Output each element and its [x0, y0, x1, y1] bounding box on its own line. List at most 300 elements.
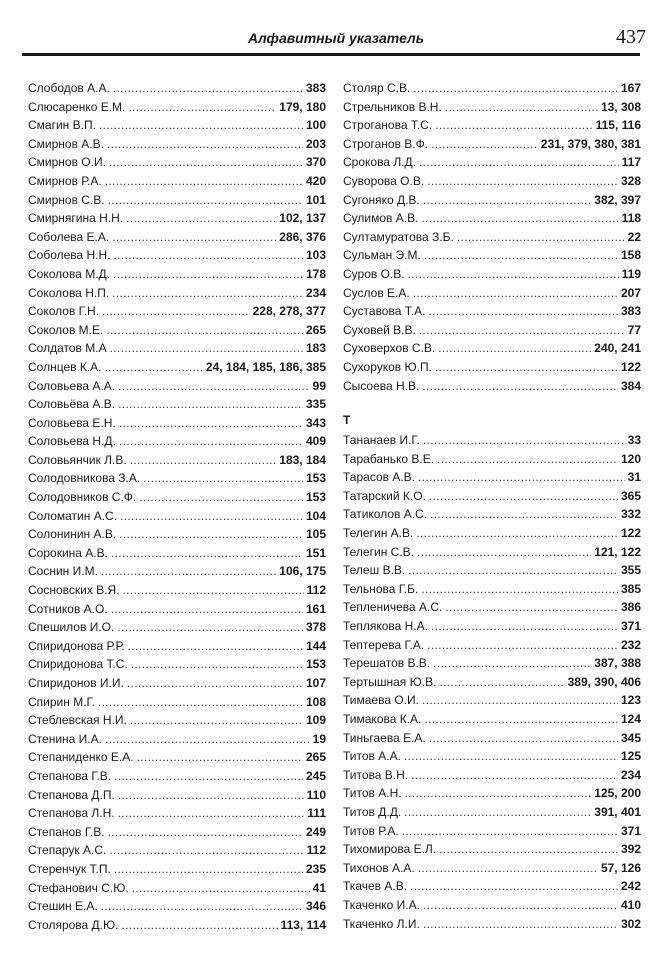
index-entry: [343, 636, 641, 655]
dot-leader: [427, 172, 618, 191]
index-entry: [28, 711, 326, 730]
entry-pages: 33: [627, 433, 641, 448]
index-entry: [343, 450, 641, 469]
index-entry: [343, 877, 641, 896]
entry-name: Соловьева Е.Н.: [28, 415, 116, 430]
entry-name: Стенина И.А.: [28, 731, 102, 746]
index-entry: [343, 265, 641, 284]
entry-name: Тарабанько В.Е.: [343, 451, 435, 466]
index-entry: [343, 729, 641, 748]
dot-leader: [101, 562, 276, 581]
entry-pages: 122: [620, 359, 641, 374]
entry-name: Титова В.Н.: [343, 767, 409, 782]
entry-pages: 144: [305, 638, 326, 653]
entry-name: Спешилов И.О.: [28, 620, 115, 635]
entry-pages: 103: [305, 248, 326, 263]
entry-name: Титов А.А.: [343, 749, 401, 764]
entry-name: Спирин М.Г.: [28, 694, 95, 709]
entry-pages: 158: [620, 248, 641, 263]
dot-leader: [105, 358, 203, 377]
dot-leader: [131, 655, 303, 674]
dot-leader: [430, 505, 618, 524]
entry-pages: 112: [306, 583, 326, 598]
entry-name: Стефанович С.Ю.: [28, 880, 129, 895]
index-entry: [28, 172, 326, 191]
index-column-right: [343, 79, 641, 933]
dot-leader: [130, 451, 277, 470]
entry-name: Стрельников В.Н.: [343, 99, 442, 114]
entry-name: Соколова Н.П.: [28, 285, 110, 300]
entry-name: Спиридонова Т.С.: [28, 657, 128, 672]
entry-pages: 99: [312, 378, 326, 393]
dot-leader: [118, 395, 303, 414]
entry-name: Татарский К.О.: [343, 488, 426, 503]
entry-pages: 391, 401: [594, 804, 641, 819]
index-entry: [343, 377, 641, 396]
entry-pages: 235: [305, 861, 326, 876]
dot-leader: [99, 116, 303, 135]
dot-leader: [109, 153, 303, 172]
entry-pages: 385: [620, 581, 641, 596]
entry-name: Соловьёва А.В.: [28, 397, 116, 412]
index-entry: [343, 228, 641, 247]
index-entry: [28, 395, 326, 414]
entry-name: Соболева Н.Н.: [28, 248, 111, 263]
dot-leader: [404, 747, 618, 766]
index-entry: [28, 786, 326, 805]
entry-name: Сугоняко Д.В.: [343, 192, 420, 207]
index-entry: [28, 265, 326, 284]
index-entry: [343, 524, 641, 543]
dot-leader: [410, 877, 618, 896]
entry-pages: 389, 390, 406: [567, 674, 641, 689]
entry-pages: 234: [620, 767, 641, 782]
index-entry: [343, 654, 641, 673]
index-entry: [28, 209, 326, 228]
dot-leader: [119, 525, 303, 544]
entry-pages: 112: [306, 843, 326, 858]
index-group-t: [343, 431, 641, 933]
entry-name: Сорокина А.В.: [28, 545, 108, 560]
index-entry: [28, 358, 326, 377]
entry-name: Суслов Е.А.: [343, 285, 410, 300]
dot-leader: [417, 543, 591, 562]
index-entry: [28, 153, 326, 172]
entry-pages: 371: [620, 823, 641, 838]
index-entry: [343, 673, 641, 692]
entry-name: Ткаченко Л.И.: [343, 916, 420, 931]
entry-name: Соловьянчик Л.В.: [28, 452, 127, 467]
entry-name: Сульман Э.М.: [343, 248, 421, 263]
dot-leader: [439, 673, 564, 692]
header-rule: [22, 53, 640, 56]
entry-pages: 203: [305, 136, 326, 151]
index-entry: [28, 339, 326, 358]
dot-leader: [411, 766, 618, 785]
index-entry: [343, 915, 641, 934]
entry-name: Солодовников С.Ф.: [28, 490, 137, 505]
entry-name: Степарук А.С.: [28, 843, 107, 858]
entry-pages: 101: [305, 192, 326, 207]
dot-leader: [143, 469, 303, 488]
entry-name: Солдатов М.А: [28, 341, 107, 356]
dot-leader: [445, 98, 598, 117]
dot-leader: [121, 916, 277, 935]
dot-leader: [128, 637, 303, 656]
entry-pages: 409: [305, 434, 326, 449]
entry-name: Суховей В.В.: [343, 322, 416, 337]
dot-leader: [105, 172, 303, 191]
index-entry: [28, 302, 326, 321]
index-entry: [343, 766, 641, 785]
entry-name: Тертышная Ю.В.: [343, 674, 437, 689]
entry-pages: 117: [621, 155, 641, 170]
dot-leader: [108, 191, 303, 210]
index-entry: [28, 414, 326, 433]
entry-name: Татиколов А.С.: [343, 507, 428, 522]
entry-name: Суставова Т.А.: [343, 304, 426, 319]
entry-pages: 125, 200: [594, 786, 641, 801]
entry-name: Смирнов Р.А.: [28, 173, 102, 188]
entry-name: Соколов Г.Н.: [28, 304, 100, 319]
dot-leader: [126, 209, 276, 228]
entry-name: Солодовникова З.А.: [28, 471, 141, 486]
entry-name: Телегин С.В.: [343, 544, 414, 559]
entry-name: Соломатин А.С.: [28, 508, 118, 523]
entry-pages: 240, 241: [594, 341, 641, 356]
dot-leader: [112, 284, 303, 303]
dot-leader: [437, 450, 618, 469]
index-entry: [28, 916, 326, 935]
entry-pages: 151: [305, 545, 326, 560]
index-entry: [343, 172, 641, 191]
index-entry: [28, 98, 326, 117]
entry-name: Ткачев А.В.: [343, 879, 408, 894]
entry-pages: 387, 388: [594, 656, 641, 671]
dot-leader: [457, 228, 625, 247]
entry-name: Степанов Г.В.: [28, 824, 105, 839]
entry-name: Смирнягина Н.Н.: [28, 211, 124, 226]
index-entry: [343, 505, 641, 524]
dot-leader: [114, 860, 303, 879]
entry-pages: 207: [620, 285, 641, 300]
index-entry: [343, 209, 641, 228]
entry-pages: 232: [620, 637, 641, 652]
entry-pages: 383: [620, 304, 641, 319]
entry-name: Слюсаренко Е.М.: [28, 99, 126, 114]
entry-name: Степаниденко Е.А.: [28, 750, 134, 765]
entry-pages: 231, 379, 380, 381: [540, 136, 641, 151]
entry-pages: 355: [620, 563, 641, 578]
entry-name: Сысоева Н.В.: [343, 378, 420, 393]
dot-leader: [423, 191, 592, 210]
entry-pages: 125: [620, 749, 641, 764]
entry-name: Султамуратова З.Б.: [343, 229, 454, 244]
index-entry: [28, 693, 326, 712]
index-entry: [28, 377, 326, 396]
entry-name: Стешин Е.А.: [28, 899, 98, 914]
dot-leader: [118, 377, 310, 396]
index-entry: [28, 432, 326, 451]
index-entry: [28, 618, 326, 637]
dot-leader: [423, 896, 618, 915]
entry-pages: 167: [620, 81, 641, 95]
entry-pages: 370: [305, 155, 326, 170]
dot-leader: [101, 897, 303, 916]
dot-leader: [132, 879, 310, 898]
dot-leader: [110, 339, 303, 358]
dot-leader: [418, 468, 625, 487]
entry-pages: 100: [305, 118, 326, 133]
entry-pages: 378: [305, 620, 326, 635]
index-entry: [28, 600, 326, 619]
entry-pages: 111: [307, 806, 326, 821]
entry-pages: 57, 126: [600, 860, 641, 875]
entry-name: Столярова Д.Ю.: [28, 917, 119, 932]
index-entry: [28, 79, 326, 98]
dot-leader: [431, 617, 618, 636]
page-number: 437: [616, 26, 646, 48]
entry-pages: 22: [627, 229, 641, 244]
index-entry: [28, 879, 326, 898]
entry-name: Столяр С.В.: [343, 81, 411, 95]
index-entry: [343, 580, 641, 599]
entry-pages: 249: [305, 824, 326, 839]
dot-leader: [105, 730, 310, 749]
entry-pages: 108: [305, 694, 326, 709]
index-entry: [343, 135, 641, 154]
entry-pages: 183: [305, 341, 326, 356]
dot-leader: [413, 79, 618, 98]
running-header: [22, 26, 650, 56]
entry-pages: 115, 116: [595, 118, 641, 133]
entry-pages: 153: [305, 490, 326, 505]
entry-pages: 265: [305, 750, 326, 765]
entry-name: Тимаева О.И.: [343, 693, 419, 708]
entry-name: Тептерева Г.А.: [343, 637, 425, 652]
dot-leader: [108, 823, 303, 842]
dot-leader: [112, 228, 276, 247]
dot-leader: [114, 767, 303, 786]
dot-leader: [416, 524, 618, 543]
entry-name: Тиньгаева Е.А.: [343, 730, 426, 745]
entry-pages: 386: [620, 600, 641, 615]
entry-name: Телеш В.В.: [343, 563, 406, 578]
entry-name: Соколов М.Е.: [28, 322, 104, 337]
index-entry: [28, 637, 326, 656]
entry-pages: 179, 180: [279, 99, 326, 114]
index-entry: [28, 562, 326, 581]
entry-name: Соболева Е.А.: [28, 229, 110, 244]
entry-pages: 286, 376: [279, 229, 326, 244]
dot-leader: [119, 414, 303, 433]
entry-name: Тананаев И.Г.: [343, 433, 420, 448]
entry-pages: 234: [305, 285, 326, 300]
entry-name: Смирнов С.В.: [28, 192, 105, 207]
entry-pages: 242: [620, 879, 641, 894]
index-entry: [343, 617, 641, 636]
entry-pages: 335: [305, 397, 326, 412]
entry-name: Тарасов А.В.: [343, 470, 416, 485]
entry-name: Смагин В.П.: [28, 118, 96, 133]
entry-name: Смирнов О.И.: [28, 155, 106, 170]
entry-pages: 77: [627, 322, 641, 337]
entry-pages: 122: [620, 526, 641, 541]
entry-name: Строганов В.Ф.: [343, 136, 429, 151]
entry-pages: 346: [305, 899, 326, 914]
entry-pages: 383: [305, 81, 326, 95]
entry-name: Соснин И.М.: [28, 564, 98, 579]
header-title: Алфавитный указатель: [247, 30, 425, 46]
entry-pages: 183, 184: [279, 452, 326, 467]
dot-leader: [419, 153, 619, 172]
dot-leader: [439, 840, 618, 859]
entry-name: Титов Д.Д.: [343, 804, 402, 819]
entry-pages: 113, 114: [280, 917, 326, 932]
index-entry: [28, 860, 326, 879]
index-entry: [28, 804, 326, 823]
entry-name: Сухоруков Ю.П.: [343, 359, 432, 374]
entry-pages: 41: [312, 880, 326, 895]
dot-leader: [139, 488, 303, 507]
dot-leader: [445, 598, 618, 617]
index-entry: [28, 246, 326, 265]
entry-name: Терешатов В.В.: [343, 656, 431, 671]
entry-pages: 265: [305, 322, 326, 337]
entry-name: Стеблевская Н.И.: [28, 713, 127, 728]
entry-name: Тихомирова Е.Л.: [343, 842, 437, 857]
dot-leader: [113, 265, 303, 284]
entry-name: Соловьева А.А.: [28, 378, 116, 393]
index-entry: [343, 153, 641, 172]
entry-name: Тепленичева А.С.: [343, 600, 443, 615]
index-entry: [28, 228, 326, 247]
dot-leader: [433, 654, 591, 673]
index-entry: [343, 79, 641, 98]
dot-leader: [130, 711, 303, 730]
entry-name: Теплякова Н.А.: [343, 619, 428, 634]
dot-leader: [120, 507, 303, 526]
index-entry: [28, 655, 326, 674]
entry-pages: 410: [620, 897, 641, 912]
dot-leader: [438, 339, 591, 358]
index-entry: [343, 859, 641, 878]
dot-leader: [424, 710, 618, 729]
dot-leader: [109, 841, 303, 860]
entry-pages: 105: [305, 527, 326, 542]
dot-leader: [421, 209, 618, 228]
dot-leader: [404, 803, 591, 822]
dot-leader: [421, 580, 618, 599]
entry-pages: 118: [621, 211, 641, 226]
index-entry: [28, 581, 326, 600]
index-entry: [343, 284, 641, 303]
index-entry: [28, 897, 326, 916]
index-entry: [343, 598, 641, 617]
entry-pages: 302: [620, 916, 641, 931]
index-entry: [343, 784, 641, 803]
dot-leader: [408, 561, 618, 580]
index-entry: [343, 191, 641, 210]
entry-name: Солнцев К.А.: [28, 359, 102, 374]
index-entry: [343, 487, 641, 506]
entry-name: Соколова М.Д.: [28, 266, 110, 281]
index-entry: [343, 803, 641, 822]
dot-leader: [423, 915, 618, 934]
index-entry: [343, 358, 641, 377]
entry-pages: 104: [305, 508, 326, 523]
entry-pages: 382, 397: [594, 192, 641, 207]
entry-name: Суховерхов С.В.: [343, 341, 436, 356]
entry-pages: 31: [627, 470, 641, 485]
entry-name: Ткаченко И.А.: [343, 897, 420, 912]
dot-leader: [435, 116, 592, 135]
dot-leader: [422, 377, 618, 396]
dot-leader: [431, 135, 538, 154]
dot-leader: [118, 786, 304, 805]
dot-leader: [424, 246, 618, 265]
index-entry: [28, 748, 326, 767]
index-entry: [28, 525, 326, 544]
entry-pages: 13, 308: [600, 99, 641, 114]
index-entry: [28, 321, 326, 340]
entry-name: Телегин А.В.: [343, 526, 414, 541]
index-entry: [343, 468, 641, 487]
entry-pages: 102, 137: [279, 211, 326, 226]
index-entry: [343, 431, 641, 450]
dot-leader: [428, 302, 618, 321]
index-entry: [343, 543, 641, 562]
index-entry: [343, 896, 641, 915]
dot-leader: [127, 674, 303, 693]
entry-name: Степанова Д.П.: [28, 787, 115, 802]
dot-leader: [422, 691, 618, 710]
entry-name: Стеренчук Т.П.: [28, 861, 111, 876]
dot-leader: [107, 135, 303, 154]
index-entry: [28, 469, 326, 488]
dot-leader: [114, 246, 303, 265]
index-entry: [343, 246, 641, 265]
entry-pages: 384: [620, 378, 641, 393]
entry-pages: 365: [620, 488, 641, 503]
index-entry: [28, 674, 326, 693]
entry-name: Солонинин А.В.: [28, 527, 117, 542]
dot-leader: [128, 98, 276, 117]
entry-name: Сотников А.О.: [28, 601, 108, 616]
dot-leader: [123, 581, 304, 600]
entry-pages: 420: [305, 173, 326, 188]
index-entry: [343, 710, 641, 729]
entry-name: Степанова Г.В.: [28, 768, 112, 783]
dot-leader: [413, 284, 618, 303]
dot-leader: [427, 636, 618, 655]
dot-leader: [98, 693, 303, 712]
entry-name: Соловьева Н.Д.: [28, 434, 116, 449]
section-letter-t: Т: [343, 413, 351, 428]
entry-pages: 332: [620, 507, 641, 522]
entry-name: Суворова О.В.: [343, 173, 425, 188]
index-entry: [343, 822, 641, 841]
dot-leader: [402, 822, 618, 841]
entry-pages: 24, 184, 185, 186, 385: [205, 359, 326, 374]
index-entry: [28, 191, 326, 210]
entry-pages: 121, 122: [594, 544, 641, 559]
entry-pages: 109: [305, 713, 326, 728]
entry-name: Смирнов А.В.: [28, 136, 104, 151]
index-entry: [28, 544, 326, 563]
index-entry: [343, 116, 641, 135]
dot-leader: [111, 544, 303, 563]
